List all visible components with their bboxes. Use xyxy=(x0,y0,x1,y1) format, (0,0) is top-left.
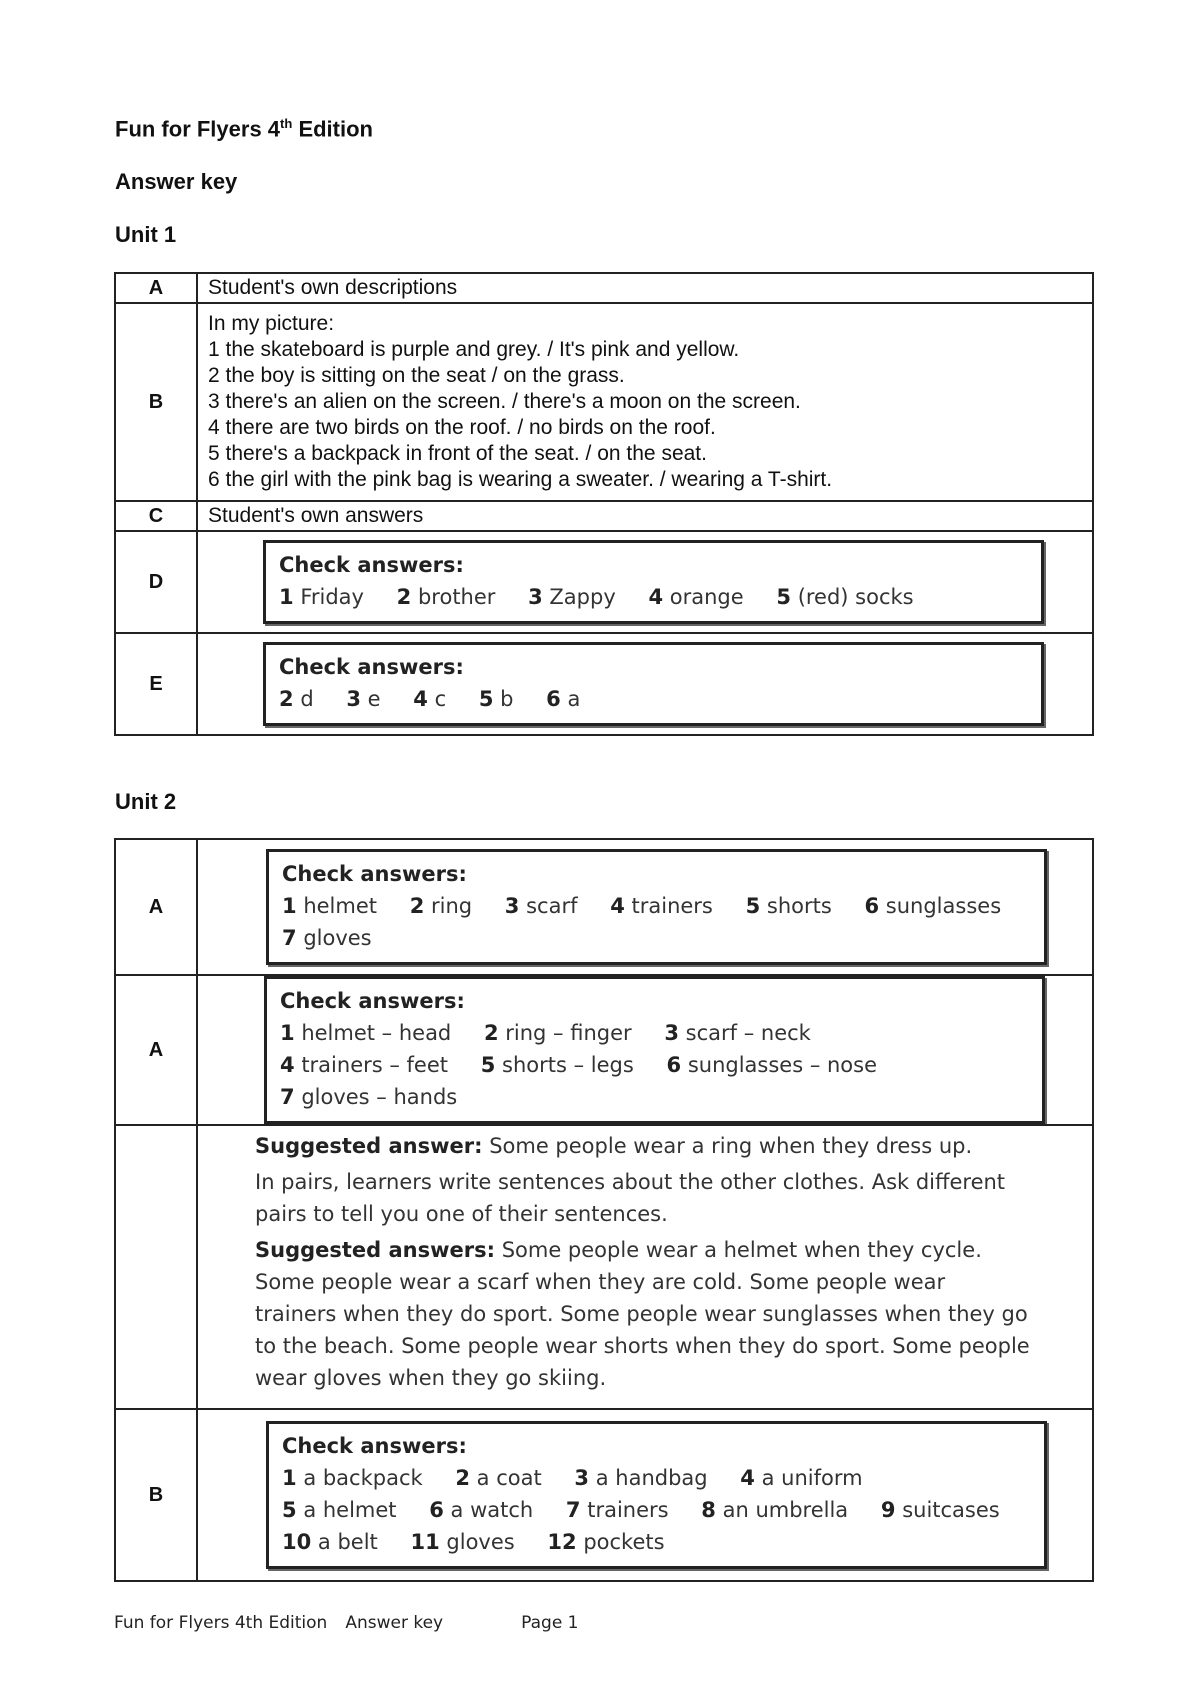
answer-item xyxy=(282,1466,423,1490)
answer-text: a uniform xyxy=(761,1466,863,1490)
answer-item xyxy=(528,585,616,609)
answer-number: 4 xyxy=(610,894,625,918)
answer-item xyxy=(280,1021,451,1045)
answer-number: 1 xyxy=(279,585,294,609)
box-title: Check answers: xyxy=(279,655,464,679)
answer-text: shorts – legs xyxy=(502,1053,634,1077)
row-content xyxy=(197,975,1093,1125)
answer-item xyxy=(610,894,713,918)
answer-text: a coat xyxy=(476,1466,542,1490)
answer-number: 5 xyxy=(478,687,494,711)
suggested-paragraph xyxy=(255,1130,1032,1162)
answer-item xyxy=(282,1530,378,1554)
answer-number: 1 xyxy=(280,1021,295,1045)
answer-number: 1 xyxy=(282,894,297,918)
row-content xyxy=(197,839,1093,975)
answer-text: scarf xyxy=(526,894,578,918)
answer-number: 4 xyxy=(280,1053,295,1077)
answer-number: 9 xyxy=(880,1498,896,1522)
answer-text: brother xyxy=(417,585,496,609)
row-content: Student's own answers xyxy=(197,501,1093,531)
unit2-row-b xyxy=(115,1409,1093,1581)
answer-number: 3 xyxy=(664,1021,679,1045)
suggested-label: Suggested answer: xyxy=(255,1134,483,1158)
answer-item xyxy=(481,1053,634,1077)
answer-item xyxy=(346,687,380,711)
answer-number: 3 xyxy=(528,585,543,609)
answer-text: gloves – hands xyxy=(301,1085,458,1109)
answer-item xyxy=(547,1530,664,1554)
answer-number: 2 xyxy=(409,894,425,918)
title-suffix: Edition xyxy=(292,116,373,142)
answer-number: 6 xyxy=(429,1498,444,1522)
answer-text: d xyxy=(300,687,314,711)
check-answers-box xyxy=(263,642,1044,726)
answer-text: helmet – head xyxy=(301,1021,452,1045)
footer-document: Fun for Flyers 4th Edition xyxy=(114,1613,328,1633)
box-title: Check answers: xyxy=(280,989,465,1013)
row-content: Student's own descriptions xyxy=(197,273,1093,303)
unit1-row-b xyxy=(115,303,1093,501)
answer-item xyxy=(546,687,580,711)
answer-line: In my picture: xyxy=(208,312,335,335)
answer-number: 4 xyxy=(413,687,428,711)
unit1-row-e xyxy=(115,633,1093,735)
answer-number: 3 xyxy=(574,1466,590,1490)
answer-text: orange xyxy=(669,585,744,609)
unit1-row-d xyxy=(115,531,1093,633)
suggested-label: Suggested answers: xyxy=(255,1238,496,1262)
row-label: B xyxy=(115,303,197,501)
answer-item xyxy=(410,1530,514,1554)
suggested-text: Some people wear a helmet when they cycle. Some people wear a scarf when they are cold. Some people wear trainers when they do sport. Some people wear sunglasses when they go to the beach. Some people wear shorts when they do sport. Some people wear gloves when they go skiing. xyxy=(255,1238,1030,1390)
answer-item xyxy=(701,1498,848,1522)
answer-number: 2 xyxy=(396,585,412,609)
answer-number: 5 xyxy=(282,1498,297,1522)
box-title: Check answers: xyxy=(282,1434,467,1458)
answer-number: 7 xyxy=(282,926,297,950)
answer-text: ring – finger xyxy=(505,1021,632,1045)
answer-text: b xyxy=(500,687,514,711)
answer-number: 10 xyxy=(282,1530,312,1554)
answer-item xyxy=(664,1021,810,1045)
answer-number: 2 xyxy=(279,687,294,711)
answer-list xyxy=(282,890,1030,954)
answer-number: 7 xyxy=(565,1498,581,1522)
answer-item xyxy=(282,926,372,950)
answer-text: trainers – feet xyxy=(301,1053,449,1077)
answer-list xyxy=(282,1462,1030,1558)
answer-number: 5 xyxy=(745,894,761,918)
unit1-row-a xyxy=(115,273,1093,303)
row-content xyxy=(197,1125,1093,1409)
row-label: D xyxy=(115,531,197,633)
instruction-paragraph: In pairs, learners write sentences about the other clothes. Ask different pairs to tell you one of their sentences. xyxy=(255,1170,1006,1226)
answer-item xyxy=(410,894,472,918)
answer-text: scarf – neck xyxy=(685,1021,811,1045)
suggested-answers xyxy=(198,1126,1092,1408)
answer-number: 2 xyxy=(483,1021,499,1045)
answer-text: trainers xyxy=(587,1498,669,1522)
answer-text: pockets xyxy=(583,1530,665,1554)
unit2-row-suggested xyxy=(115,1125,1093,1409)
row-label: B xyxy=(115,1409,197,1581)
answer-text: a watch xyxy=(450,1498,534,1522)
row-label xyxy=(115,1125,197,1409)
title-text: Fun for Flyers 4 xyxy=(115,116,281,142)
answer-text: a xyxy=(567,687,581,711)
box-title: Check answers: xyxy=(282,862,467,886)
unit1-heading: Unit 1 xyxy=(115,222,177,247)
answer-item xyxy=(667,1053,878,1077)
footer-section: Answer key xyxy=(345,1613,444,1633)
answer-text: an umbrella xyxy=(722,1498,849,1522)
answer-line: 6 the girl with the pink bag is wearing a sweater. / wearing a T-shirt. xyxy=(208,468,833,491)
answer-item xyxy=(740,1466,862,1490)
unit2-heading: Unit 2 xyxy=(115,789,177,814)
page-footer xyxy=(114,1613,597,1633)
answer-item xyxy=(776,585,913,609)
answer-item xyxy=(280,1053,448,1077)
check-answers-box xyxy=(266,849,1047,965)
row-label: A xyxy=(115,839,197,975)
answer-text: shorts xyxy=(766,894,832,918)
answer-item xyxy=(282,1498,397,1522)
answer-number: 1 xyxy=(282,1466,297,1490)
unit1-table xyxy=(114,272,1094,736)
document-subtitle: Answer key xyxy=(115,169,238,194)
answer-line: 5 there's a backpack in front of the seat. / on the seat. xyxy=(208,442,707,465)
check-answers-box xyxy=(264,976,1045,1124)
answer-number: 4 xyxy=(740,1466,755,1490)
answer-text: c xyxy=(434,687,447,711)
answer-number: 6 xyxy=(666,1053,682,1077)
answer-text: sunglasses xyxy=(885,894,1002,918)
answer-text: Friday xyxy=(300,585,364,609)
answer-item xyxy=(484,1021,632,1045)
answer-item xyxy=(413,687,446,711)
answer-number: 6 xyxy=(864,894,880,918)
answer-text: suitcases xyxy=(902,1498,1000,1522)
check-answers-box xyxy=(266,1421,1047,1569)
answer-number: 3 xyxy=(504,894,520,918)
answer-number: 12 xyxy=(547,1530,577,1554)
unit1-row-c xyxy=(115,501,1093,531)
answer-line: 1 the skateboard is purple and grey. / It's pink and yellow. xyxy=(208,338,740,361)
answer-list xyxy=(279,581,1027,613)
title-superscript: th xyxy=(280,116,293,131)
answer-item xyxy=(280,1085,457,1109)
answer-number: 3 xyxy=(346,687,361,711)
answer-item xyxy=(746,894,832,918)
box-title: Check answers: xyxy=(279,553,464,577)
answer-text: a handbag xyxy=(595,1466,708,1490)
row-content xyxy=(197,531,1093,633)
answer-item xyxy=(429,1498,533,1522)
answer-item xyxy=(864,894,1001,918)
answer-item xyxy=(279,585,364,609)
row-content xyxy=(197,303,1093,501)
unit2-row-a1 xyxy=(115,839,1093,975)
answer-item xyxy=(648,585,743,609)
unit2-table xyxy=(114,838,1094,1582)
answer-text: e xyxy=(367,687,381,711)
answer-text: Zappy xyxy=(549,585,616,609)
answer-item xyxy=(574,1466,707,1490)
answer-text: ring xyxy=(431,894,473,918)
answer-line: 3 there's an alien on the screen. / there's a moon on the screen. xyxy=(208,390,801,413)
answer-line: 2 the boy is sitting on the seat / on the grass. xyxy=(208,364,625,387)
answer-number: 4 xyxy=(648,585,664,609)
answer-text: gloves xyxy=(303,926,372,950)
answer-list xyxy=(280,1017,1028,1113)
answer-number: 11 xyxy=(410,1530,440,1554)
answer-item xyxy=(505,894,578,918)
answer-number: 5 xyxy=(776,585,791,609)
answer-text: helmet xyxy=(303,894,377,918)
answer-item xyxy=(455,1466,541,1490)
row-content xyxy=(197,633,1093,735)
answer-item xyxy=(881,1498,1000,1522)
row-content xyxy=(197,1409,1093,1581)
row-label: A xyxy=(115,273,197,303)
answer-number: 8 xyxy=(701,1498,716,1522)
footer-page-number: Page 1 xyxy=(521,1613,579,1633)
answer-number: 5 xyxy=(480,1053,496,1077)
answer-text: a helmet xyxy=(303,1498,397,1522)
answer-item xyxy=(566,1498,669,1522)
answer-text: sunglasses – nose xyxy=(687,1053,878,1077)
answer-number: 2 xyxy=(455,1466,470,1490)
answer-text: a backpack xyxy=(303,1466,423,1490)
answer-text: trainers xyxy=(631,894,713,918)
answer-number: 6 xyxy=(546,687,561,711)
answer-line: 4 there are two birds on the roof. / no birds on the roof. xyxy=(208,416,716,439)
unit2-row-a2 xyxy=(115,975,1093,1125)
document-title xyxy=(115,116,373,142)
answer-text: a belt xyxy=(317,1530,378,1554)
answer-number: 7 xyxy=(280,1085,295,1109)
suggested-paragraph xyxy=(255,1234,1032,1394)
check-answers-box xyxy=(263,540,1044,624)
answer-item xyxy=(397,585,496,609)
answer-list xyxy=(279,683,1027,715)
answer-item xyxy=(279,687,314,711)
row-label: A xyxy=(115,975,197,1125)
answer-text: gloves xyxy=(446,1530,515,1554)
answer-text: (red) socks xyxy=(797,585,914,609)
suggested-text: Some people wear a ring when they dress up. xyxy=(482,1134,973,1158)
answer-item xyxy=(282,894,377,918)
row-label: C xyxy=(115,501,197,531)
row-label: E xyxy=(115,633,197,735)
answer-item xyxy=(479,687,514,711)
